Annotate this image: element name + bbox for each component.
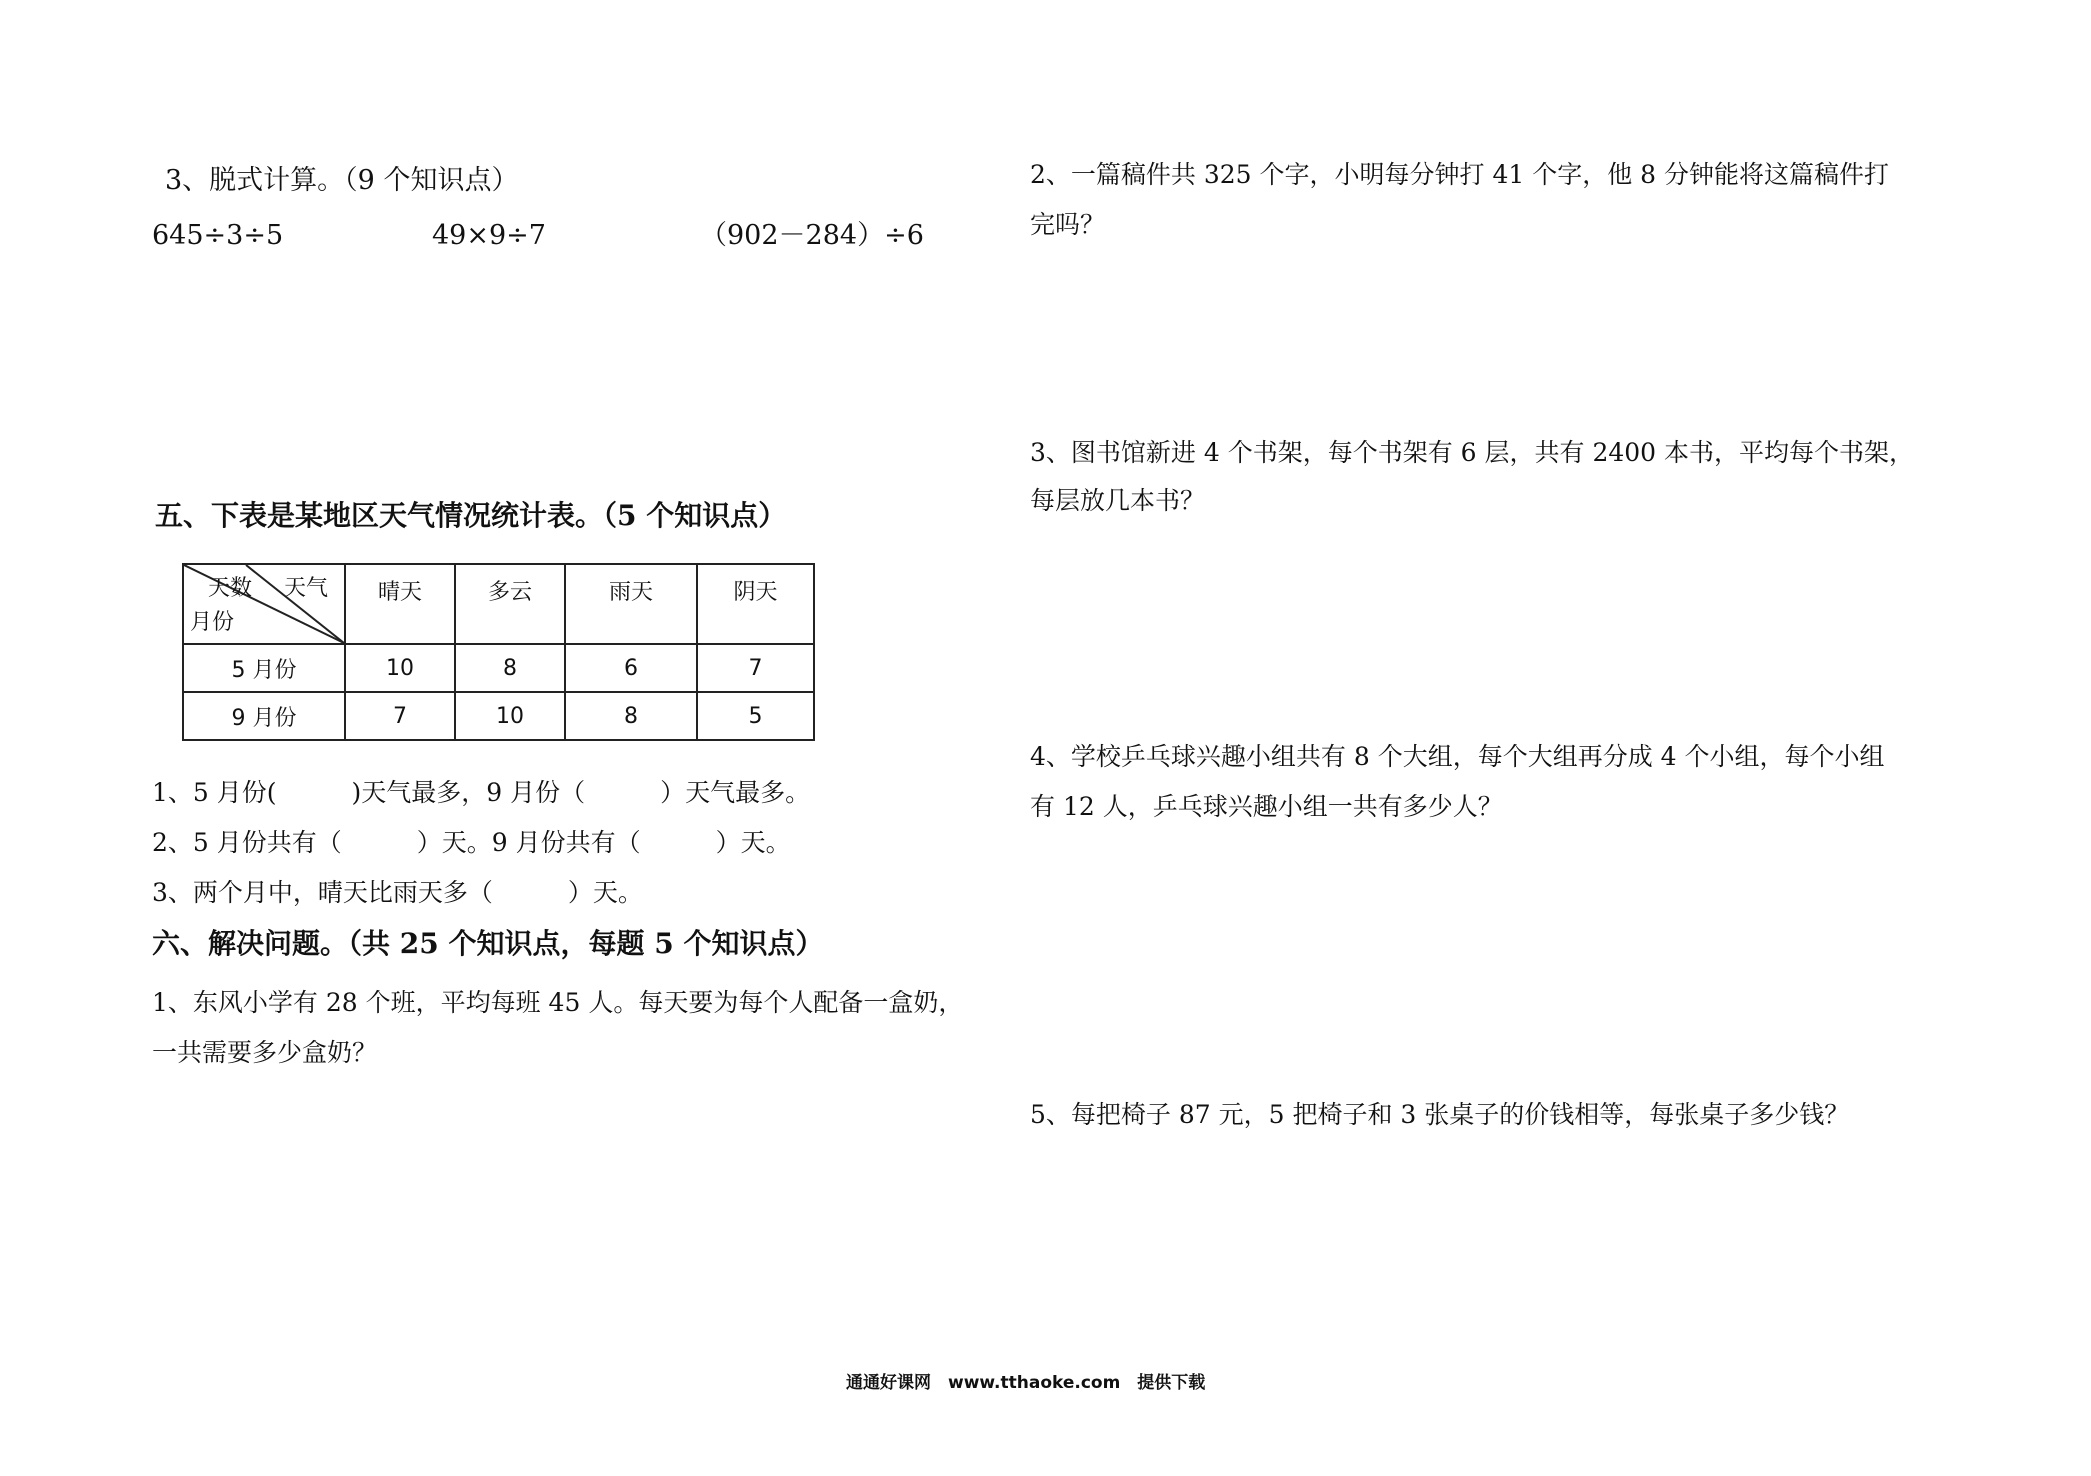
section-6-title: 六、解决问题。（共 25 个知识点，每题 5 个知识点） (152, 927, 824, 960)
table-cell: 8 (565, 692, 697, 740)
corner-label-weather: 天气 (284, 576, 329, 601)
section-3-title: 3、脱式计算。（9 个知识点） (165, 165, 519, 196)
row-label: 9 月份 (183, 692, 345, 740)
table-cell: 5 (697, 692, 814, 740)
table-cell: 8 (455, 644, 565, 692)
problem-1-line-1: 1、东风小学有 28 个班，平均每班 45 人。每天要为每个人配备一盒奶， (152, 988, 964, 1017)
problem-4-line-1: 4、学校乒乓球兴趣小组共有 8 个大组，每个大组再分成 4 个小组，每个小组 (1030, 742, 1885, 771)
table-cell: 10 (345, 644, 455, 692)
section-5-question-1: 1、5 月份( )天气最多，9 月份（ ）天气最多。 (152, 778, 811, 807)
corner-label-month: 月份 (190, 610, 235, 635)
problem-5-line-1: 5、每把椅子 87 元，5 把椅子和 3 张桌子的价钱相等，每张桌子多少钱？ (1030, 1100, 1850, 1129)
table-cell: 7 (697, 644, 814, 692)
footer-text: 通通好课网 www.tthaoke.com 提供下载 (846, 1373, 1206, 1393)
column-header: 多云 (455, 564, 565, 644)
table-cell: 10 (455, 692, 565, 740)
problem-1-line-2: 一共需要多少盒奶？ (152, 1038, 378, 1067)
column-header: 雨天 (565, 564, 697, 644)
expression-1: 645÷3÷5 (152, 220, 284, 251)
table-corner-cell (183, 564, 345, 644)
problem-4-line-2: 有 12 人，乒乓球兴趣小组一共有多少人？ (1030, 792, 1503, 821)
problem-2-line-1: 2、一篇稿件共 325 个字，小明每分钟打 41 个字，他 8 分钟能将这篇稿件打 (1030, 160, 1890, 189)
table-cell: 6 (565, 644, 697, 692)
section-5-question-3: 3、两个月中，晴天比雨天多（ ）天。 (152, 878, 643, 907)
weather-table (182, 563, 815, 741)
section-5-question-2: 2、5 月份共有（ ）天。9 月份共有（ ）天。 (152, 828, 791, 857)
column-header: 阴天 (697, 564, 814, 644)
expression-2: 49×9÷7 (432, 220, 546, 251)
table-row (183, 644, 814, 692)
table-cell: 7 (345, 692, 455, 740)
column-header: 晴天 (345, 564, 455, 644)
problem-3-line-1: 3、图书馆新进 4 个书架，每个书架有 6 层，共有 2400 本书，平均每个书架， (1030, 438, 1915, 467)
problem-2-line-2: 完吗？ (1030, 210, 1106, 239)
corner-label-days: 天数 (208, 576, 253, 601)
problem-3-line-2: 每层放几本书？ (1030, 486, 1206, 515)
section-5-title: 五、下表是某地区天气情况统计表。（5 个知识点） (155, 499, 787, 532)
row-label: 5 月份 (183, 644, 345, 692)
table-row (183, 692, 814, 740)
expression-3: （902－284）÷6 (700, 220, 924, 251)
